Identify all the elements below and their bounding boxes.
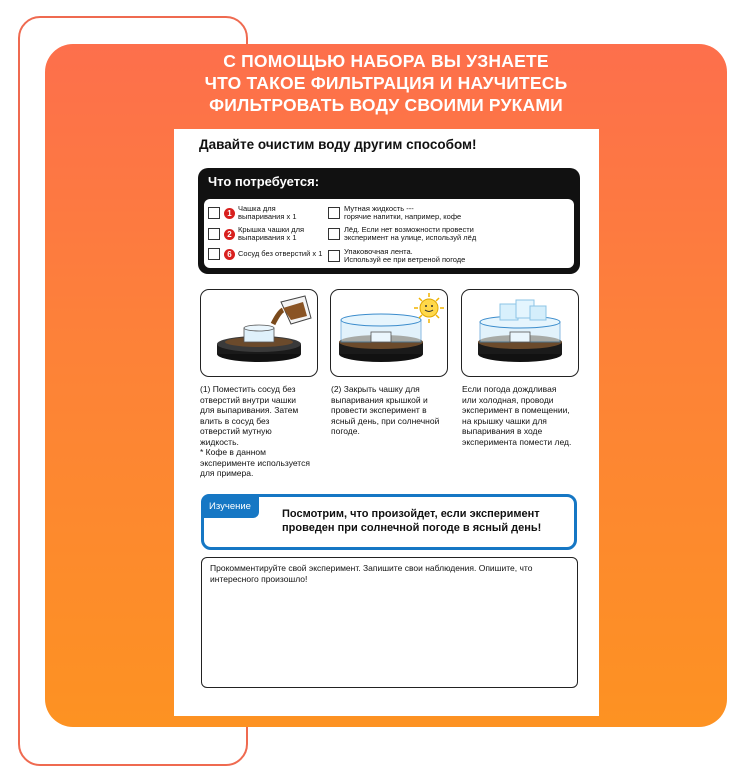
home-item-3 <box>328 248 465 264</box>
study-callout <box>201 494 577 550</box>
study-tab: Изучение <box>201 494 259 518</box>
worksheet <box>174 129 599 716</box>
worksheet-title: Давайте очистим воду другим способом! <box>199 137 477 152</box>
kit-item-label: Чашка для выпаривания х 1 <box>238 204 297 221</box>
study-text: Посмотрим, что произойдет, если эксперимент проведен при солнечной погоде в ясный день! <box>282 508 542 534</box>
headline-line-1: С ПОМОЩЬЮ НАБОРА ВЫ УЗНАЕТЕ <box>223 51 549 71</box>
kit-item-1 <box>208 205 297 221</box>
step-3-text: Если погода дождливая или холодная, проводи эксперимент в помещении, на крышку чашки для выпаривания в ходе эксперимента помести лед. <box>462 384 572 447</box>
checkbox[interactable] <box>328 207 340 219</box>
checkbox[interactable] <box>328 250 340 262</box>
checkbox[interactable] <box>328 228 340 240</box>
kit-item-label: Крышка чашки для выпаривания х 1 <box>238 225 305 242</box>
step-3-illustration <box>461 289 579 377</box>
sunlit-dish-icon <box>331 290 448 377</box>
step-1-text: (1) Поместить сосуд без отверстий внутри чашки для выпаривания. Затем влить в сосуд без отверстий мутную жидкость. * Кофе в данном эксперименте используется для примера. <box>200 384 310 478</box>
requirements-title: Что потребуется: <box>208 174 320 189</box>
home-item-label: Упаковочная лента. Используй ее при ветреной погоде <box>344 247 466 264</box>
headline <box>45 50 727 116</box>
home-item-label: Мутная жидкость --- горячие напитки, например, кофе <box>344 204 462 221</box>
step-2-illustration <box>330 289 448 377</box>
observation-prompt: Прокомментируйте свой эксперимент. Запишите свои наблюдения. Опишите, что интересного произошло! <box>210 563 533 584</box>
requirements-box <box>198 168 580 274</box>
headline-line-2: ЧТО ТАКОЕ ФИЛЬТРАЦИЯ И НАУЧИТЕСЬ <box>204 73 568 93</box>
ice-on-lid-icon <box>462 290 579 377</box>
step-2-text: (2) Закрыть чашку для выпаривания крышкой и провести эксперимент в ясный день, при солнечной погоде. <box>331 384 440 436</box>
checkbox[interactable] <box>208 248 220 260</box>
item-number-badge: 1 <box>224 208 235 219</box>
home-item-1 <box>328 205 461 221</box>
requirements-list <box>204 199 574 268</box>
pouring-coffee-icon <box>201 290 318 377</box>
headline-line-3: ФИЛЬТРОВАТЬ ВОДУ СВОИМИ РУКАМИ <box>209 95 563 115</box>
kit-item-3 <box>208 248 322 260</box>
step-1-illustration <box>200 289 318 377</box>
checkbox[interactable] <box>208 207 220 219</box>
kit-item-2 <box>208 226 304 242</box>
checkbox[interactable] <box>208 228 220 240</box>
kit-item-label: Сосуд без отверстий х 1 <box>238 249 323 258</box>
item-number-badge: 2 <box>224 229 235 240</box>
home-item-label: Лёд. Если нет возможности провести эксперимент на улице, используй лёд <box>344 225 477 242</box>
home-item-2 <box>328 226 476 242</box>
item-number-badge: 6 <box>224 249 235 260</box>
observation-field[interactable] <box>201 557 578 688</box>
